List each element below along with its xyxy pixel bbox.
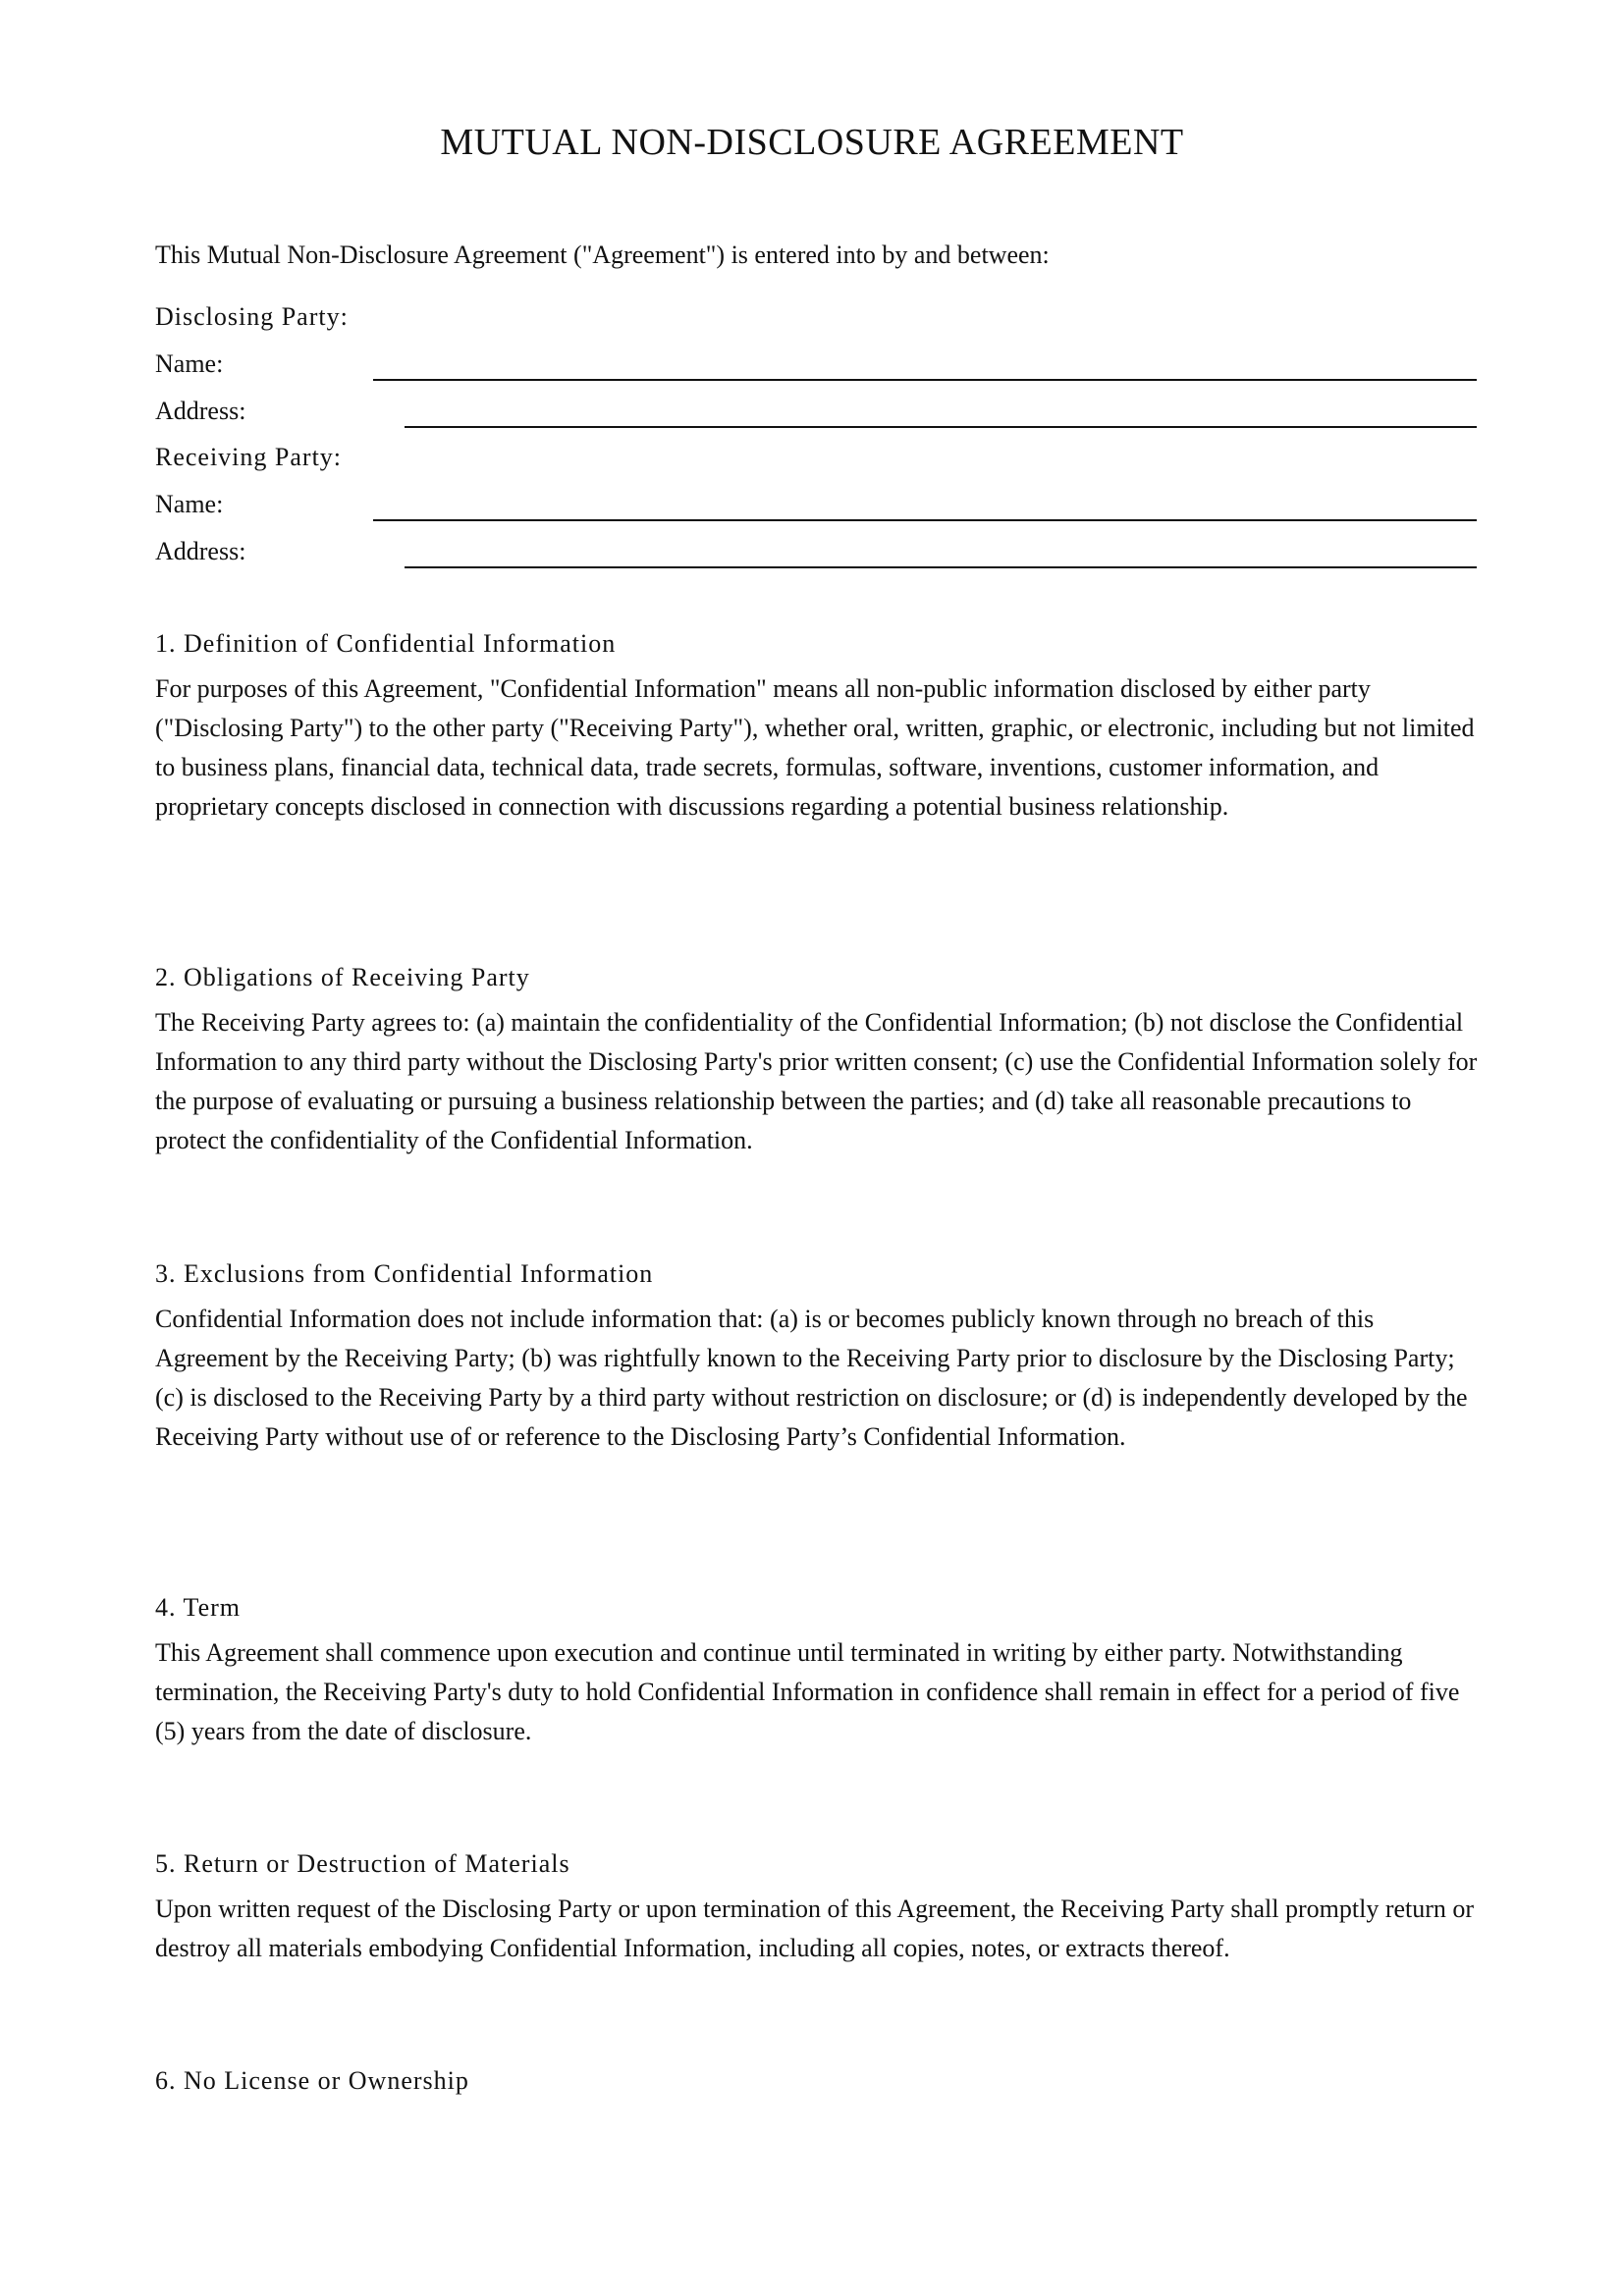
receiving-address-line[interactable] [405,566,1477,568]
section-body: Confidential Information does not include information that: (a) is or becomes publicly known through no breach of this Agreement by the Receiving Party; (b) was rightfully known to the Receiving Party prior to disclosure by the Disclosing Party; (c) is disclosed to the Receiving Party by a third party without restriction on disclosure; or (d) is independently developed by the Receiving Party without use of or reference to the Disclosing Party’s Confidential Information. [155,1305,1468,1451]
section-heading: 5. Return or Destruction of Materials [155,1849,570,1878]
section-heading: 2. Obligations of Receiving Party [155,963,530,991]
section-body: The Receiving Party agrees to: (a) maintain the confidentiality of the Confidential Information; (b) not disclose the Confidential Information to any third party without the Disclosing Party's prior written consent; (c) use the Confidential Information solely for the purpose of evaluating or pursuing a business relationship between the parties; and (d) take all reasonable precautions to protect the confidentiality of the Confidential Information. [155,1008,1478,1154]
disclosing-address-line[interactable] [405,426,1477,428]
disclosing-name-label: Name: [155,349,224,378]
section-body: This Agreement shall commence upon execution and continue until terminated in writing by either party. Notwithstanding termination, the Receiving Party's duty to hold Confidential Information in confidence shall remain in effect for a period of five (5) years from the date of disclosure. [155,1638,1460,1745]
section-heading: 4. Term [155,1593,242,1622]
receiving-address-label: Address: [155,537,246,565]
section-heading: 1. Definition of Confidential Information [155,629,617,658]
receiving-name-label: Name: [155,490,224,518]
disclosing-name-line[interactable] [373,379,1477,381]
receiving-party-heading: Receiving Party: [155,443,343,471]
section-body: Upon written request of the Disclosing Party or upon termination of this Agreement, the Receiving Party shall promptly return or destroy all materials embodying Confidential Information, including all copies, notes, or extracts thereof. [155,1895,1475,1962]
disclosing-address-label: Address: [155,397,246,425]
document-title: MUTUAL NON-DISCLOSURE AGREEMENT [440,122,1184,163]
section-heading: 6. No License or Ownership [155,2066,469,2095]
section-heading: 3. Exclusions from Confidential Information [155,1259,654,1288]
receiving-name-line[interactable] [373,519,1477,521]
intro-paragraph: This Mutual Non-Disclosure Agreement ("Agreement") is entered into by and between: [155,240,1050,269]
section-body: For purposes of this Agreement, "Confidential Information" means all non-public information disclosed by either party ("Disclosing Party") to the other party ("Receiving Party"), whether oral, written, graphic, or electronic, including but not limited to business plans, financial data, technical data, trade secrets, formulas, software, inventions, customer information, and proprietary concepts disclosed in connection with discussions regarding a potential business relationship. [155,674,1475,821]
disclosing-party-heading: Disclosing Party: [155,302,349,331]
